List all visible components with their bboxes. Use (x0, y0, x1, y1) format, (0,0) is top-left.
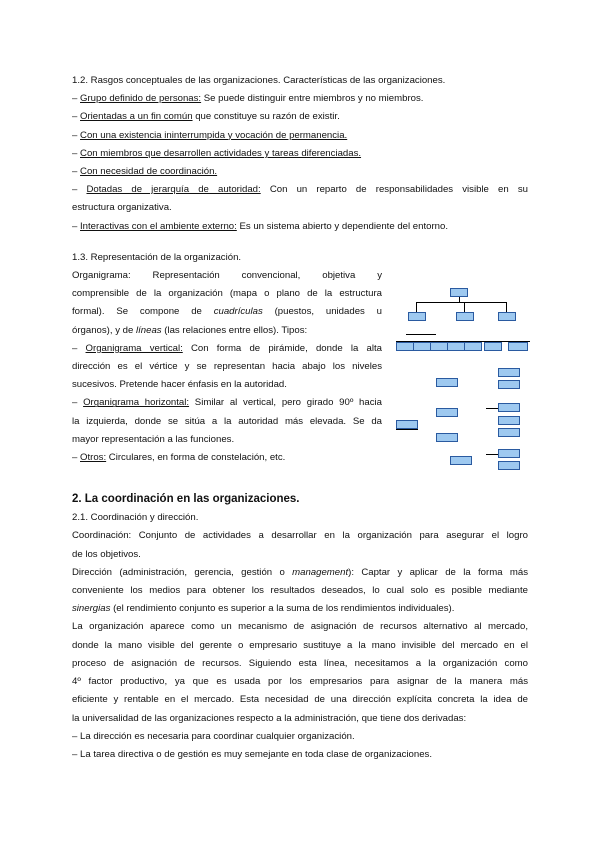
italic-term: líneas (136, 324, 162, 336)
org-box (447, 342, 465, 351)
text-span: (las relaciones entre ellos). Tipos: (161, 324, 308, 336)
text-line (72, 303, 382, 321)
item-text: Circulares, en forma de constelación, etc. (106, 452, 286, 464)
text-span: (el rendimiento conjunto es superior a la suma de los rendimientos individuales). (110, 603, 455, 615)
org-box (450, 288, 468, 297)
text-line (72, 600, 528, 618)
dash: – (72, 166, 81, 178)
list-item (72, 218, 528, 236)
text-line: dirección es el vértice y se representan hacia abajo los niveles (72, 361, 382, 373)
underlined-term: Con necesidad de coordinación. (80, 166, 218, 178)
text-line: eficiente y rentable en el mercado. Esta necesidad de una dirección explícita concreta la idea de (72, 694, 528, 706)
org-line (486, 408, 498, 409)
org-line (506, 302, 507, 312)
org-box (484, 342, 502, 351)
list-item (72, 340, 382, 358)
text-span: órganos), y de (72, 324, 136, 336)
org-box (430, 342, 448, 351)
org-box (498, 312, 516, 321)
org-box (498, 416, 520, 425)
dash: – (72, 452, 81, 464)
text-span: (puestos, unidades u (262, 306, 382, 318)
item-text: Es un sistema abierto y dependiente del entorno. (236, 220, 449, 232)
org-box (436, 433, 458, 442)
underlined-term: Organigrama vertical: (85, 342, 183, 354)
item-text: Similar al vertical, pero girado 90º hacia (189, 397, 382, 409)
org-box (498, 403, 520, 412)
list-item (72, 90, 528, 108)
org-line (416, 302, 417, 312)
text-line: sucesivos. Pretende hacer énfasis en la autoridad. (72, 379, 287, 391)
section-2-1-title: 2.1. Coordinación y dirección. (72, 512, 199, 524)
underlined-term: Otros: (80, 452, 107, 464)
org-box (508, 342, 528, 351)
underlined-term: Organigrama horizontal: (83, 397, 190, 409)
item-text: Con un reparto de responsabilidades visible en su (260, 184, 528, 196)
org-box (498, 428, 520, 437)
list-item (72, 108, 528, 126)
organigrama-text (72, 267, 382, 467)
text-line (72, 322, 382, 340)
dash: – (72, 129, 81, 141)
section-2-title: 2. La coordinación en las organizaciones. (72, 493, 300, 506)
org-box (396, 342, 414, 351)
org-box (498, 368, 520, 377)
org-box (464, 342, 482, 351)
list-item (72, 163, 528, 181)
org-box (498, 461, 520, 470)
dash: – (72, 397, 84, 409)
org-box (498, 380, 520, 389)
underlined-term: Con miembros que desarrollen actividades y tareas diferenciadas. (80, 147, 362, 159)
org-box (436, 408, 458, 417)
org-box (413, 342, 431, 351)
org-line (486, 454, 498, 455)
list-item (72, 127, 528, 145)
text-span: ): Captar y aplicar de la forma más (348, 566, 528, 578)
dash: – (72, 93, 81, 105)
org-line (464, 302, 465, 312)
text-line: Organigrama: Representación convencional, objetiva y (72, 270, 382, 282)
underlined-term: Dotadas de jerarquía de autoridad: (86, 184, 261, 196)
org-line (396, 429, 418, 430)
text-line: proceso de asignación de recursos. Siguiendo esta línea, necesitamos a la organización como (72, 657, 528, 669)
dash: – (72, 184, 87, 196)
text-line: la universalidad de las organizaciones respecto a la administración, que tiene dos derivadas: (72, 712, 467, 724)
text-line: la izquierda, donde se sitúa a la autoridad más elevada. Se da (72, 415, 382, 427)
text-line: mayor representación a las funciones. (72, 433, 235, 445)
dash: – (72, 147, 81, 159)
section-1-3-title: 1.3. Representación de la organización. (72, 251, 242, 263)
text-span: formal). Se compone de (72, 306, 214, 318)
underlined-term: Orientadas a un fin común (80, 111, 193, 123)
text-line (72, 564, 528, 582)
org-line (406, 334, 436, 335)
text-line: Coordinación: Conjunto de actividades a desarrollar en la organización para asegurar el logro (72, 530, 528, 542)
italic-term: management (292, 566, 349, 578)
list-item: – La tarea directiva o de gestión es muy semejante en toda clase de organizaciones. (72, 748, 432, 760)
list-item (72, 145, 528, 163)
org-box (498, 449, 520, 458)
text-span: Dirección (administración, gerencia, gestión o (72, 566, 293, 578)
text-line: 4º factor productivo, ya que es usada por los empresarios para asignar de la manera más (72, 676, 528, 688)
dash: – (72, 342, 86, 354)
text-line: de los objetivos. (72, 548, 141, 560)
text-line: La organización aparece como un mecanismo de asignación de recursos alternativo al mercado, (72, 621, 528, 633)
dash: – (72, 220, 81, 232)
list-item (72, 449, 382, 467)
text-line: comprensible de la organización (mapa o plano de la estructura (72, 288, 382, 300)
organigram-diagram (396, 286, 530, 476)
text-line: donde la mano visible del gerente o empresario sustituye a la mano invisible del mercado en el (72, 639, 528, 651)
section-1-2-title: 1.2. Rasgos conceptuales de las organizaciones. Características de las organizaciones. (72, 75, 446, 86)
org-box (408, 312, 426, 321)
item-text: Se puede distinguir entre miembros y no miembros. (201, 93, 424, 105)
dash: – (72, 111, 81, 123)
underlined-term: Grupo definido de personas: (80, 93, 202, 105)
org-line (416, 302, 506, 303)
item-text: Con forma de pirámide, donde la alta (182, 342, 382, 354)
text-line: conveniente los medios para obtener los resultados deseados, lo cual solo es posible mediante (72, 585, 528, 597)
italic-term: cuadrículas (213, 306, 263, 318)
underlined-term: Interactivas con el ambiente externo: (80, 220, 237, 232)
org-box (396, 420, 418, 429)
list-item: – La dirección es necesaria para coordinar cualquier organización. (72, 730, 355, 742)
list-item (72, 394, 382, 412)
italic-term: sinergias (72, 603, 111, 615)
list-item-jerarquia (72, 181, 528, 199)
underlined-term: Con una existencia ininterrumpida y vocación de permanencia. (80, 129, 348, 141)
org-box (450, 456, 472, 465)
org-box (436, 378, 458, 387)
list-item-continuation: estructura organizativa. (72, 202, 172, 214)
item-text: que constituye su razón de existir. (192, 111, 340, 123)
org-box (456, 312, 474, 321)
